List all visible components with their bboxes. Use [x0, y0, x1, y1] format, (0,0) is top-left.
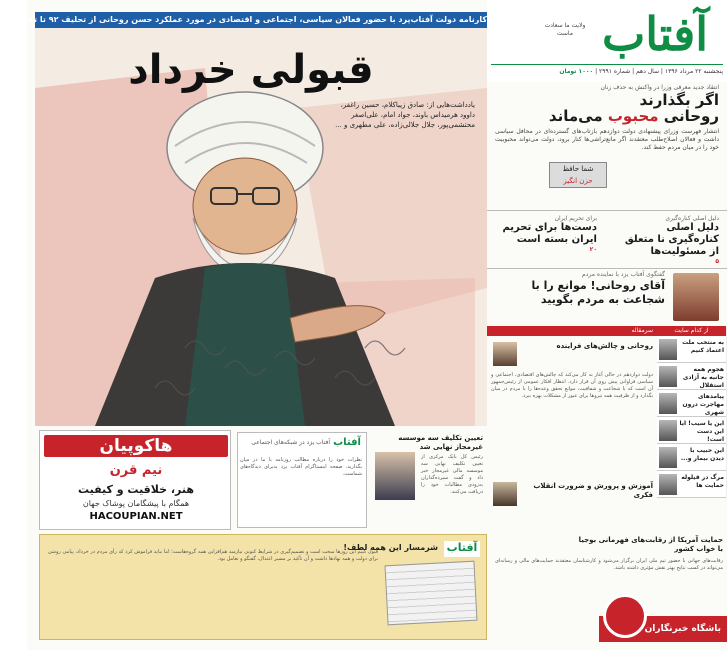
- education-title: آموزش و پرورش و ضرورت انقلاب فکری: [533, 482, 653, 499]
- sidebar-item-title: این حبیب با دیدن بیمار و...: [680, 447, 724, 462]
- lead-body: انتشار فهرست وزرای پیشنهادی دولت دوازدهم بازتاب‌های گسترده‌ای در محافل سیاسی داشت و فعالان اصلاح‌طلب معتقدند اگر مانع‌تراشی‌ها کنار برود، دولت می‌تواند محبوبیت خود را در میان مردم حفظ کند.: [495, 128, 719, 151]
- feature-kicker: گفتگوی آفتاب یزد با نماینده مردم: [582, 271, 665, 278]
- ad-brand: هاکوپیان: [44, 435, 228, 457]
- bottom-logo: آفتاب: [444, 541, 480, 557]
- feature-story[interactable]: [487, 268, 727, 324]
- feature-photo: [673, 273, 719, 321]
- news-body: رئیس کل بانک مرکزی از تعیین تکلیف نهایی سه موسسه مالی غیرمجاز خبر داد و گفت سپرده‌گذاران به‌زودی مطالبات خود را دریافت می‌کنند.: [421, 454, 483, 495]
- fear-label: حزن انگیز: [563, 177, 593, 185]
- sidebar-photo: [659, 420, 677, 441]
- ad-url[interactable]: HACOUPIAN.NET: [89, 511, 183, 522]
- social-kicker: آفتاب یزد در شبکه‌های اجتماعی: [251, 439, 330, 446]
- story-card[interactable]: [497, 215, 597, 253]
- social-logo: آفتاب: [333, 437, 361, 448]
- newspaper-stack-icon: [384, 561, 477, 626]
- sports-body: رقابت‌های جهانی با حضور تیم ملی ایران برگزار می‌شود و کارشناسان معتقدند حمایت‌های مالی و رسانه‌ای می‌تواند در کسب نتایج بهتر نقش مؤثری داشته باشد.: [495, 558, 723, 571]
- editorial-body: دولت دوازدهم در حالی آغاز به کار می‌کند که چالش‌های اقتصادی، اجتماعی و سیاسی فراوانی پیش روی آن قرار دارد. انتظار افکار عمومی از رئیس‌جمهور آن است که با شجاعت و شفافیت، موانع تحقق وعده‌ها را با مردم در میان بگذارد و از ظرفیت همه نیروها برای عبور از مشکلات بهره ببرد.: [491, 372, 653, 399]
- bottom-body: قبول کنیم این روزها سخت است و تصمیم‌گیری در شرایط کنونی نیازمند هم‌افزایی همه گروه‌هاست؛ اما نباید فراموش کرد که رأی مردم در خرداد، پیامی روشن برای دولت و همه نهادها داشت و آن تأکید بر مسیر اعتدال، گفتگو و تعامل بود.: [48, 549, 378, 562]
- date-text: پنجشنبه ۲۲ مرداد ۱۳۹۶ | سال دهم | شماره ۲۹۹۱: [599, 68, 723, 75]
- price: ۱۰۰۰ تومان: [559, 68, 594, 75]
- hero-headline[interactable]: قبولی خرداد: [128, 47, 374, 93]
- dateline: پنجشنبه ۲۲ مرداد ۱۳۹۶ | سال دهم | شماره ۲۹۹۱ | ۱۰۰۰ تومان: [491, 64, 723, 78]
- sidebar-photo: [659, 447, 677, 468]
- fear-sub: شما حافظ: [562, 165, 594, 173]
- sidebar-header: از کدام سایت: [657, 326, 726, 336]
- ad-line1: نیم قرن: [109, 463, 163, 478]
- lead-title-pre: روحانی: [663, 107, 719, 125]
- story-card[interactable]: [619, 215, 719, 265]
- sidebar-item-title: پیامدهای مهاجرت درون شهری: [682, 393, 724, 416]
- lead-title-line2: [495, 108, 719, 124]
- story-title: دلیل اصلی کناره‌گیری نا متعلق از مسئولیت‌ها: [624, 222, 719, 257]
- story-page-number: ۵: [715, 258, 719, 265]
- lead-title-line1: اگر بگذارند: [639, 91, 719, 109]
- editorial-header: سرمقاله: [487, 326, 657, 336]
- bottom-feature[interactable]: [39, 534, 487, 640]
- watermark-label: باشگاه خبرنگاران: [599, 616, 727, 642]
- bottom-title: شرمسار این همه لطف!: [343, 543, 438, 552]
- story-row: [487, 210, 727, 268]
- news-box[interactable]: [371, 432, 487, 528]
- sidebar-photo: [659, 339, 677, 360]
- sidebar-item[interactable]: [657, 363, 726, 390]
- sidebar-item[interactable]: [657, 444, 726, 471]
- sidebar-item[interactable]: [657, 471, 726, 498]
- sidebar-item[interactable]: [657, 417, 726, 444]
- sidebar-item[interactable]: [657, 390, 726, 417]
- editorial-title: روحانی و چالش‌های فراینده: [556, 342, 653, 350]
- lead-title-post: می‌ماند: [548, 107, 603, 125]
- hero-authors: یادداشت‌هایی از: صادق زیباکلام، حسین راغفر، داوود هرمیداس باوند، جواد امام، علی‌اصغر محتشمی‌پور، جلال جلالی‌زاده، علی مطهری و ...: [335, 101, 475, 129]
- editorial-photo: [493, 342, 517, 366]
- right-column: [487, 82, 727, 322]
- sidebar-item-title: مرگ در قیلوله حمایت ها: [681, 474, 724, 489]
- lead-kicker: انتقاد جدید معرفی وزرا در واکنش به حذف زنان: [600, 84, 719, 91]
- watermark-logo-icon: [603, 594, 647, 638]
- social-body: نظرات خود را درباره مطالب روزنامه با ما در میان بگذارید. صفحه اینستاگرام آفتاب یزد پذیرای دیدگاه‌های شماست.: [240, 457, 362, 477]
- sidebar-photo: [659, 474, 677, 495]
- hero-banner: کارنامه دولت آفتاب‌پرد با حضور فعالان سیاسی، اجتماعی و اقتصادی در مورد عملکرد حسن روحانی از تحلیف ۹۲ تا تحلیف ۹۶: [35, 12, 487, 28]
- ad-line3: همگام با پیشگامان پوشاک جهان: [82, 499, 190, 508]
- news-title: تعیین تکلیف سه موسسه غیرمجاز نهایی شد: [398, 434, 483, 451]
- story-kicker: دلیل اصلی کناره‌گیری: [665, 215, 719, 222]
- story-kicker: برای تحریم ایران: [554, 215, 597, 222]
- education-photo: [493, 482, 517, 506]
- sports-title: حمایت آمریکا از رقابت‌های فهرمانی بوجیا با خواب کشور: [578, 536, 723, 553]
- source-watermark: [599, 594, 727, 650]
- hacoupian-ad[interactable]: [39, 430, 231, 530]
- education-story[interactable]: [491, 480, 657, 530]
- story-page-number: ۲۰: [589, 246, 597, 253]
- feature-title: آقای روحانی! موانع را با شجاعت به مردم بگویید: [531, 279, 665, 306]
- sidebar-item-title: این یا سیب! ایا این دست است!: [679, 420, 724, 443]
- sidebar: [657, 326, 727, 498]
- sidebar-photo: [659, 366, 677, 387]
- social-box[interactable]: [237, 432, 367, 528]
- sidebar-item[interactable]: [657, 336, 726, 363]
- editorial-story[interactable]: [491, 340, 653, 368]
- newspaper-logo[interactable]: آفتاب: [602, 7, 708, 61]
- editorial-column: [487, 326, 657, 496]
- sidebar-item-title: هجوم همه جانبه به آزادی استقلال: [682, 366, 724, 389]
- logo-tagline: ولایت ما سعادت ماست: [544, 22, 586, 37]
- sidebar-item-title: به منتخب ملت اعتماد کنیم: [682, 339, 724, 354]
- hero-illustration[interactable]: [35, 28, 487, 426]
- lead-headline[interactable]: [495, 92, 719, 124]
- fear-box: [549, 162, 607, 188]
- masthead: [487, 0, 727, 82]
- lead-title-highlight: محبوب: [607, 107, 659, 125]
- sidebar-photo: [659, 393, 677, 414]
- news-photo: [375, 452, 415, 500]
- ad-line2: هنر، خلاقیت و کیفیت: [77, 483, 195, 496]
- story-title: دست‌ها برای تحریم ایران بسته است: [502, 222, 597, 245]
